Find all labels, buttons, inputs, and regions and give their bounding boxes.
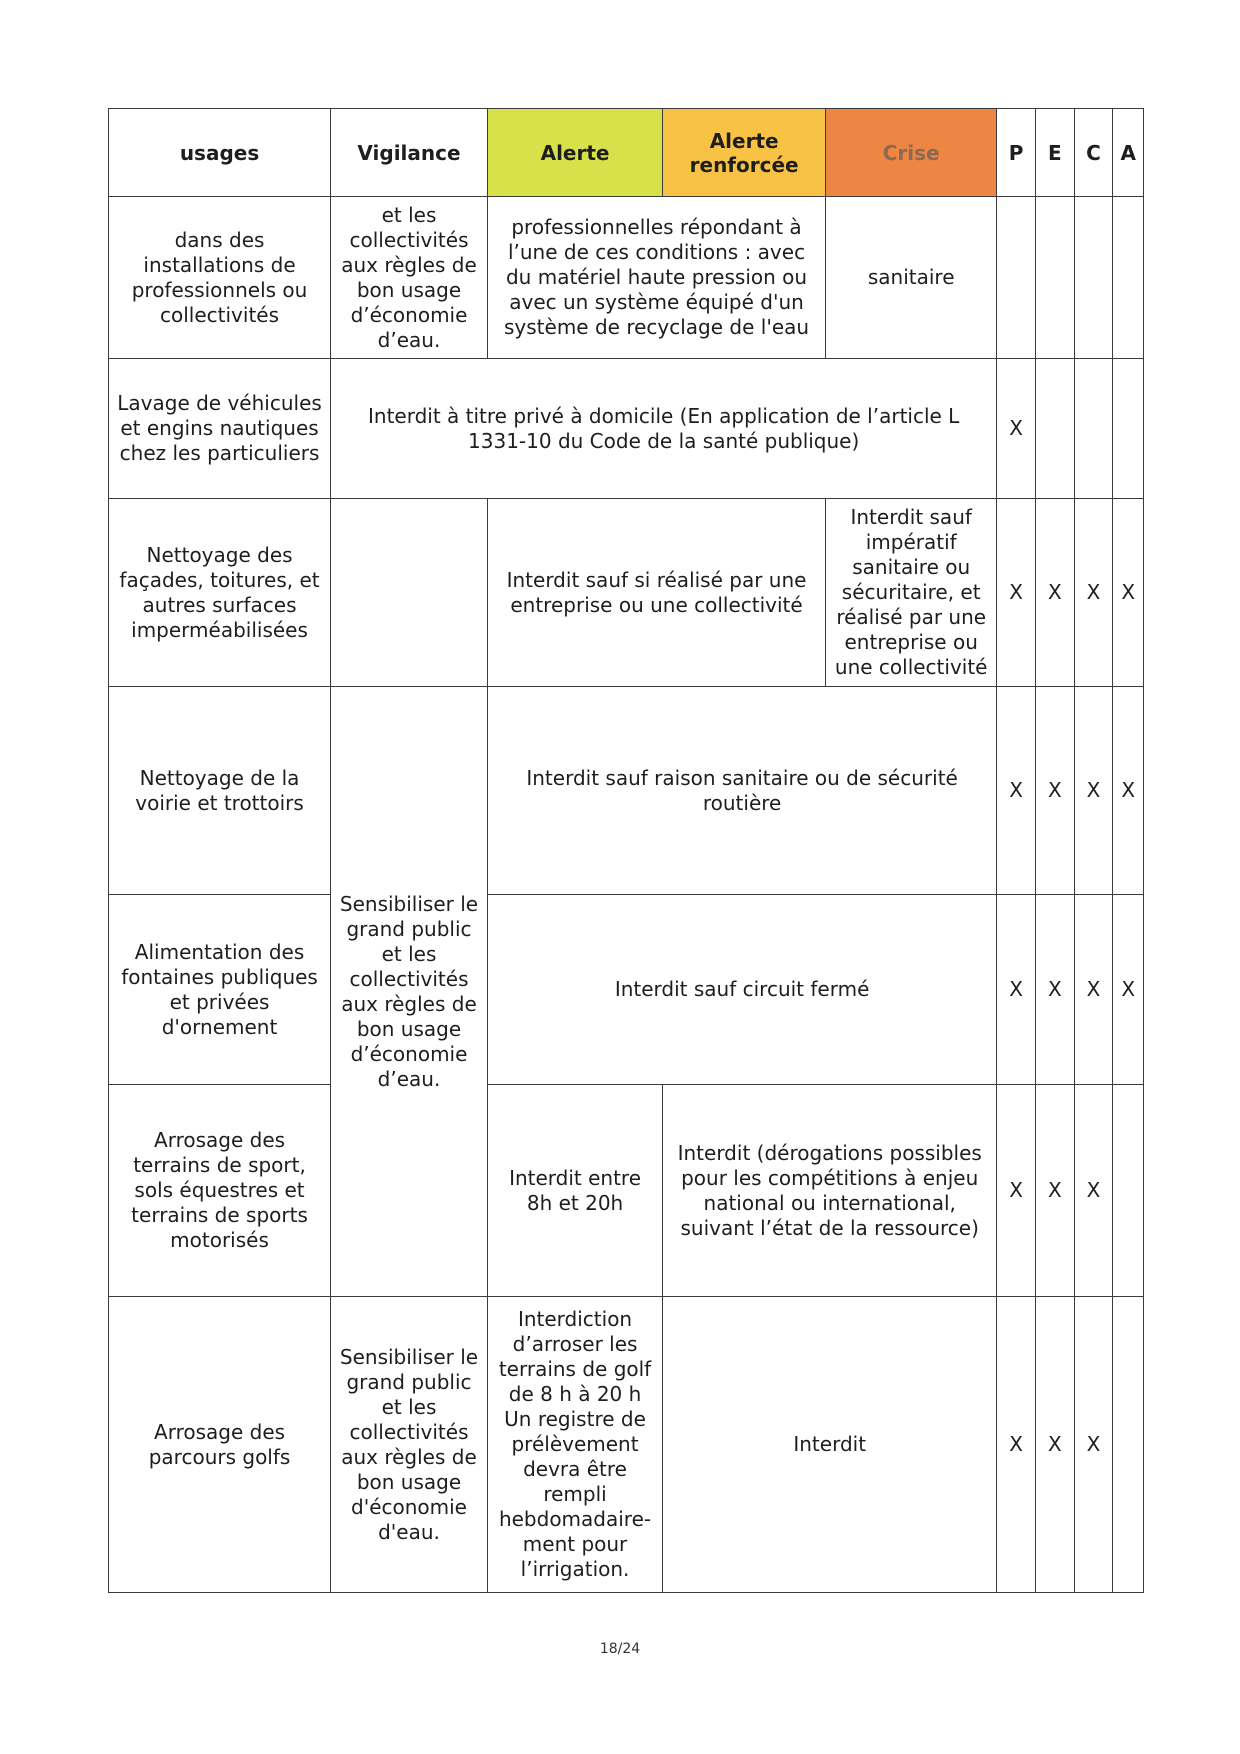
table-row	[109, 499, 1144, 687]
alerte-cell: Interdiction d’arroser les terrains de golf de 8 h à 20 h Un registre de prélèvement devra être rempli hebdomadaire-ment pour l’irrigation.	[487, 1297, 662, 1593]
p-mark: X	[997, 1297, 1036, 1593]
a-mark	[1113, 1297, 1144, 1593]
p-mark	[997, 197, 1036, 359]
header-alerte-renforcee: Alerte renforcée	[663, 109, 826, 197]
alerte-cell: Interdit entre 8h et 20h	[487, 1085, 662, 1297]
p-mark: X	[997, 359, 1036, 499]
header-vigilance: Vigilance	[331, 109, 488, 197]
a-mark: X	[1113, 895, 1144, 1085]
table-row	[109, 687, 1144, 895]
rule-cell: Interdit sauf raison sanitaire ou de sécurité routière	[487, 687, 996, 895]
usage-cell: Arrosage des parcours golfs	[109, 1297, 331, 1593]
usage-cell: Arrosage des terrains de sport, sols équestres et terrains de sports motorisés	[109, 1085, 331, 1297]
usage-cell: Lavage de véhicules et engins nautiques chez les particuliers	[109, 359, 331, 499]
rule-cell: Interdit sauf circuit fermé	[487, 895, 996, 1085]
table-row	[109, 1085, 1144, 1297]
c-mark	[1074, 197, 1113, 359]
table-row	[109, 1297, 1144, 1593]
p-mark: X	[997, 1085, 1036, 1297]
e-mark: X	[1035, 1085, 1074, 1297]
p-mark: X	[997, 895, 1036, 1085]
p-mark: X	[997, 499, 1036, 687]
c-mark	[1074, 359, 1113, 499]
c-mark: X	[1074, 499, 1113, 687]
usage-cell: Nettoyage des façades, toitures, et autres surfaces imperméabilisées	[109, 499, 331, 687]
c-mark: X	[1074, 895, 1113, 1085]
vigilance-cell: Sensibiliser le grand public et les collectivités aux règles de bon usage d'économie d'eau.	[331, 1297, 488, 1593]
header-c: C	[1074, 109, 1113, 197]
rule-cell: Interdit à titre privé à domicile (En application de l’article L 1331-10 du Code de la santé publique)	[331, 359, 997, 499]
renforcee-crise-cell: Interdit (dérogations possibles pour les compétitions à enjeu national ou international, suivant l’état de la ressource)	[663, 1085, 997, 1297]
e-mark: X	[1035, 1297, 1074, 1593]
e-mark: X	[1035, 499, 1074, 687]
c-mark: X	[1074, 1085, 1113, 1297]
alerte-cell: professionnelles répondant à l’une de ces conditions : avec du matériel haute pression ou avec un système équipé d'un système de recyclage de l'eau	[487, 197, 825, 359]
usage-cell: dans des installations de professionnels ou collectivités	[109, 197, 331, 359]
a-mark	[1113, 1085, 1144, 1297]
restrictions-table	[108, 108, 1144, 1593]
a-mark: X	[1113, 687, 1144, 895]
header-e: E	[1035, 109, 1074, 197]
vigilance-cell-empty	[331, 499, 488, 687]
e-mark	[1035, 359, 1074, 499]
a-mark	[1113, 197, 1144, 359]
renforcee-crise-cell: Interdit	[663, 1297, 997, 1593]
page-number: 18/24	[599, 1641, 641, 1657]
usage-cell: Alimentation des fontaines publiques et privées d'ornement	[109, 895, 331, 1085]
c-mark: X	[1074, 1297, 1113, 1593]
alerte-cell: Interdit sauf si réalisé par une entreprise ou une collectivité	[487, 499, 825, 687]
vigilance-cell: et les collectivités aux règles de bon usage d’économie d’eau.	[331, 197, 488, 359]
e-mark: X	[1035, 895, 1074, 1085]
table-row	[109, 197, 1144, 359]
p-mark: X	[997, 687, 1036, 895]
shared-vigilance-cell: Sensibiliser le grand public et les collectivités aux règles de bon usage d’économie d’eau.	[331, 687, 488, 1297]
header-row	[109, 109, 1144, 197]
e-mark	[1035, 197, 1074, 359]
table-row	[109, 359, 1144, 499]
header-usages: usages	[109, 109, 331, 197]
usage-cell: Nettoyage de la voirie et trottoirs	[109, 687, 331, 895]
a-mark	[1113, 359, 1144, 499]
table-row	[109, 895, 1144, 1085]
a-mark: X	[1113, 499, 1144, 687]
header-crise: Crise	[826, 109, 997, 197]
e-mark: X	[1035, 687, 1074, 895]
header-a: A	[1113, 109, 1144, 197]
header-p: P	[997, 109, 1036, 197]
crise-cell: sanitaire	[826, 197, 997, 359]
c-mark: X	[1074, 687, 1113, 895]
header-alerte: Alerte	[487, 109, 662, 197]
crise-cell: Interdit sauf impératif sanitaire ou sécuritaire, et réalisé par une entreprise ou une collectivité	[826, 499, 997, 687]
